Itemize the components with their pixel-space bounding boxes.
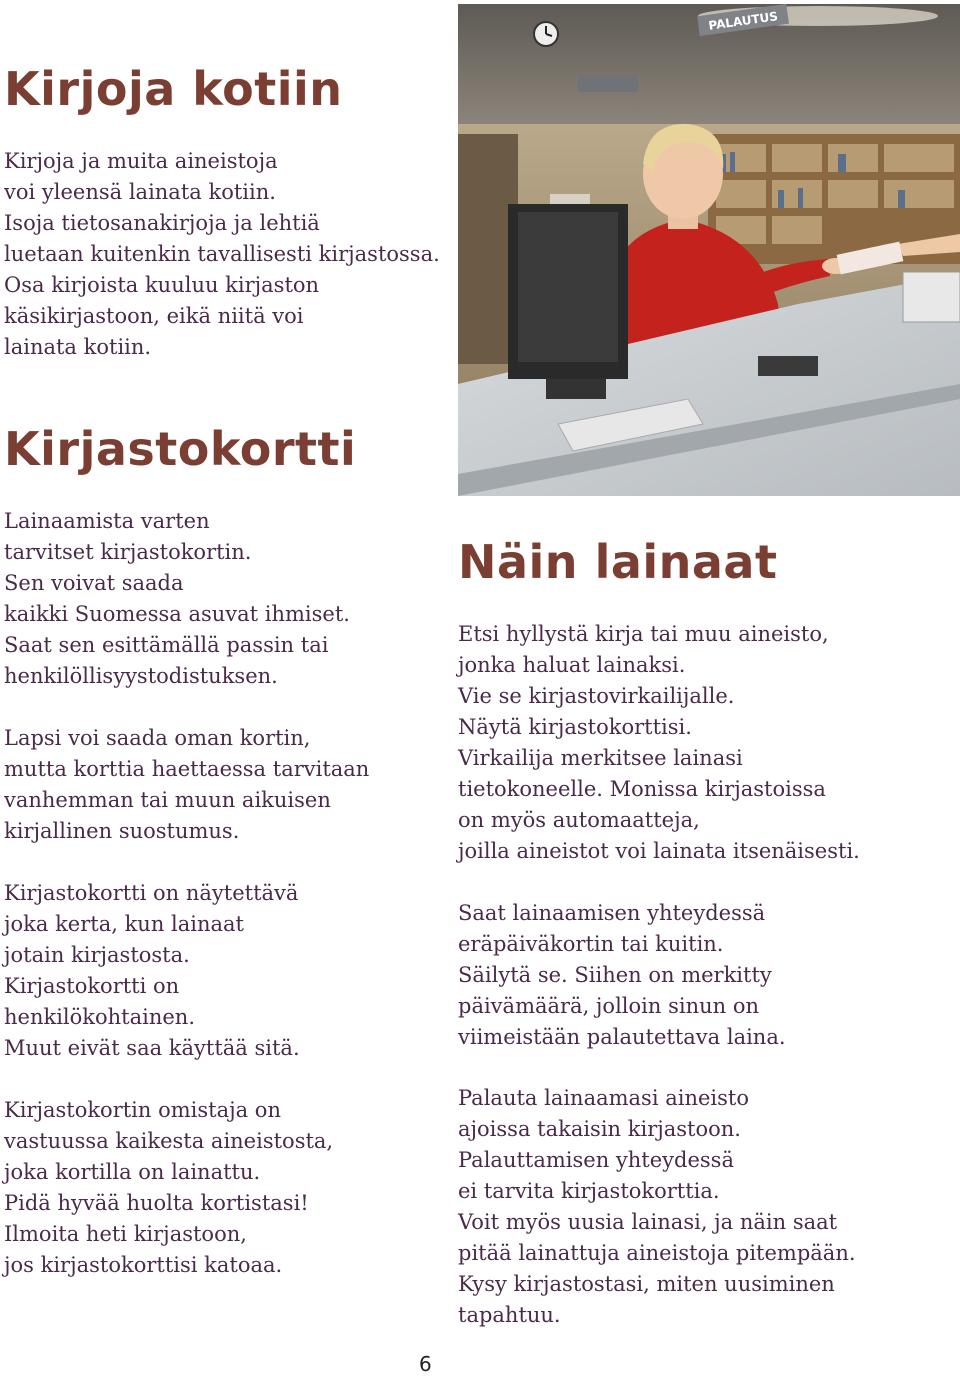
text-line: Etsi hyllystä kirja tai muu aineisto, [458, 622, 829, 646]
text-line: Isoja tietosanakirjoja ja lehtiä [4, 211, 320, 235]
paragraph-kirjoja-kotiin [4, 146, 440, 363]
text-line: joka kerta, kun lainaat [4, 912, 244, 936]
paragraph-kortti-4 [4, 1095, 333, 1281]
text-line: eräpäiväkortin tai kuitin. [458, 932, 724, 956]
text-line: henkilökohtainen. [4, 1005, 195, 1029]
text-line: Osa kirjoista kuuluu kirjaston [4, 273, 320, 297]
text-line: Säilytä se. Siihen on merkitty [458, 963, 772, 987]
text-line: ajoissa takaisin kirjastoon. [458, 1117, 741, 1141]
text-line: Voit myös uusia lainasi, ja näin saat [458, 1210, 838, 1234]
heading-nain-lainaat: Näin lainaat [458, 535, 778, 589]
text-line: joilla aineistot voi lainata itsenäisesti. [458, 839, 860, 863]
paragraph-lainaat-3 [458, 1083, 856, 1331]
text-line: Saat lainaamisen yhteydessä [458, 901, 766, 925]
text-line: Kirjastokortti on [4, 974, 180, 998]
text-line: Lainaamista varten [4, 509, 210, 533]
text-line: tietokoneelle. Monissa kirjastoissa [458, 777, 826, 801]
text-line: pitää lainattuja aineistoja pitempään. [458, 1241, 856, 1265]
text-line: jos kirjastokorttisi katoaa. [4, 1253, 283, 1277]
text-line: Kirjastokortti on näytettävä [4, 881, 299, 905]
library-desk-photo [458, 4, 960, 496]
return-sign-text: PALAUTUS [707, 9, 779, 33]
text-line: jonka haluat lainaksi. [458, 653, 686, 677]
text-line: Muut eivät saa käyttää sitä. [4, 1036, 300, 1060]
text-line: Lapsi voi saada oman kortin, [4, 726, 311, 750]
text-line: Virkailija merkitsee lainasi [458, 746, 743, 770]
text-line: jotain kirjastosta. [4, 943, 190, 967]
text-line: voi yleensä lainata kotiin. [4, 180, 276, 204]
paragraph-kortti-3 [4, 878, 300, 1064]
paragraph-kortti-2 [4, 723, 369, 847]
text-line: Näytä kirjastokorttisi. [458, 715, 692, 739]
text-line: Ilmoita heti kirjastoon, [4, 1222, 247, 1246]
text-line: Saat sen esittämällä passin tai [4, 633, 329, 657]
text-line: lainata kotiin. [4, 335, 152, 359]
text-line: kaikki Suomessa asuvat ihmiset. [4, 602, 350, 626]
text-line: päivämäärä, jolloin sinun on [458, 994, 759, 1018]
text-line: Kysy kirjastostasi, miten uusiminen [458, 1272, 835, 1296]
page-number: 6 [419, 1352, 432, 1376]
text-line: Palauttamisen yhteydessä [458, 1148, 734, 1172]
paragraph-lainaat-2 [458, 898, 786, 1053]
text-line: on myös automaatteja, [458, 808, 700, 832]
paragraph-kortti-1 [4, 506, 350, 692]
heading-kirjoja-kotiin: Kirjoja kotiin [4, 62, 343, 116]
text-line: tarvitset kirjastokortin. [4, 540, 252, 564]
text-line: vanhemman tai muun aikuisen [4, 788, 331, 812]
paragraph-lainaat-1 [458, 619, 860, 867]
text-line: joka kortilla on lainattu. [4, 1160, 261, 1184]
text-line: käsikirjastoon, eikä niitä voi [4, 304, 304, 328]
heading-kirjastokortti: Kirjastokortti [4, 422, 357, 476]
text-line: luetaan kuitenkin tavallisesti kirjastossa. [4, 242, 440, 266]
text-line: ei tarvita kirjastokorttia. [458, 1179, 720, 1203]
text-line: viimeistään palautettava laina. [458, 1025, 786, 1049]
text-line: mutta korttia haettaessa tarvitaan [4, 757, 370, 781]
text-line: tapahtuu. [458, 1303, 561, 1327]
text-line: kirjallinen suostumus. [4, 819, 240, 843]
text-line: Kirjastokortin omistaja on [4, 1098, 281, 1122]
text-line: henkilöllisyystodistuksen. [4, 664, 278, 688]
text-line: Kirjoja ja muita aineistoja [4, 149, 278, 173]
text-line: Vie se kirjastovirkailijalle. [458, 684, 735, 708]
text-line: Pidä hyvää huolta kortistasi! [4, 1191, 309, 1215]
text-line: vastuussa kaikesta aineistosta, [4, 1129, 334, 1153]
text-line: Palauta lainaamasi aineisto [458, 1086, 749, 1110]
text-line: Sen voivat saada [4, 571, 184, 595]
